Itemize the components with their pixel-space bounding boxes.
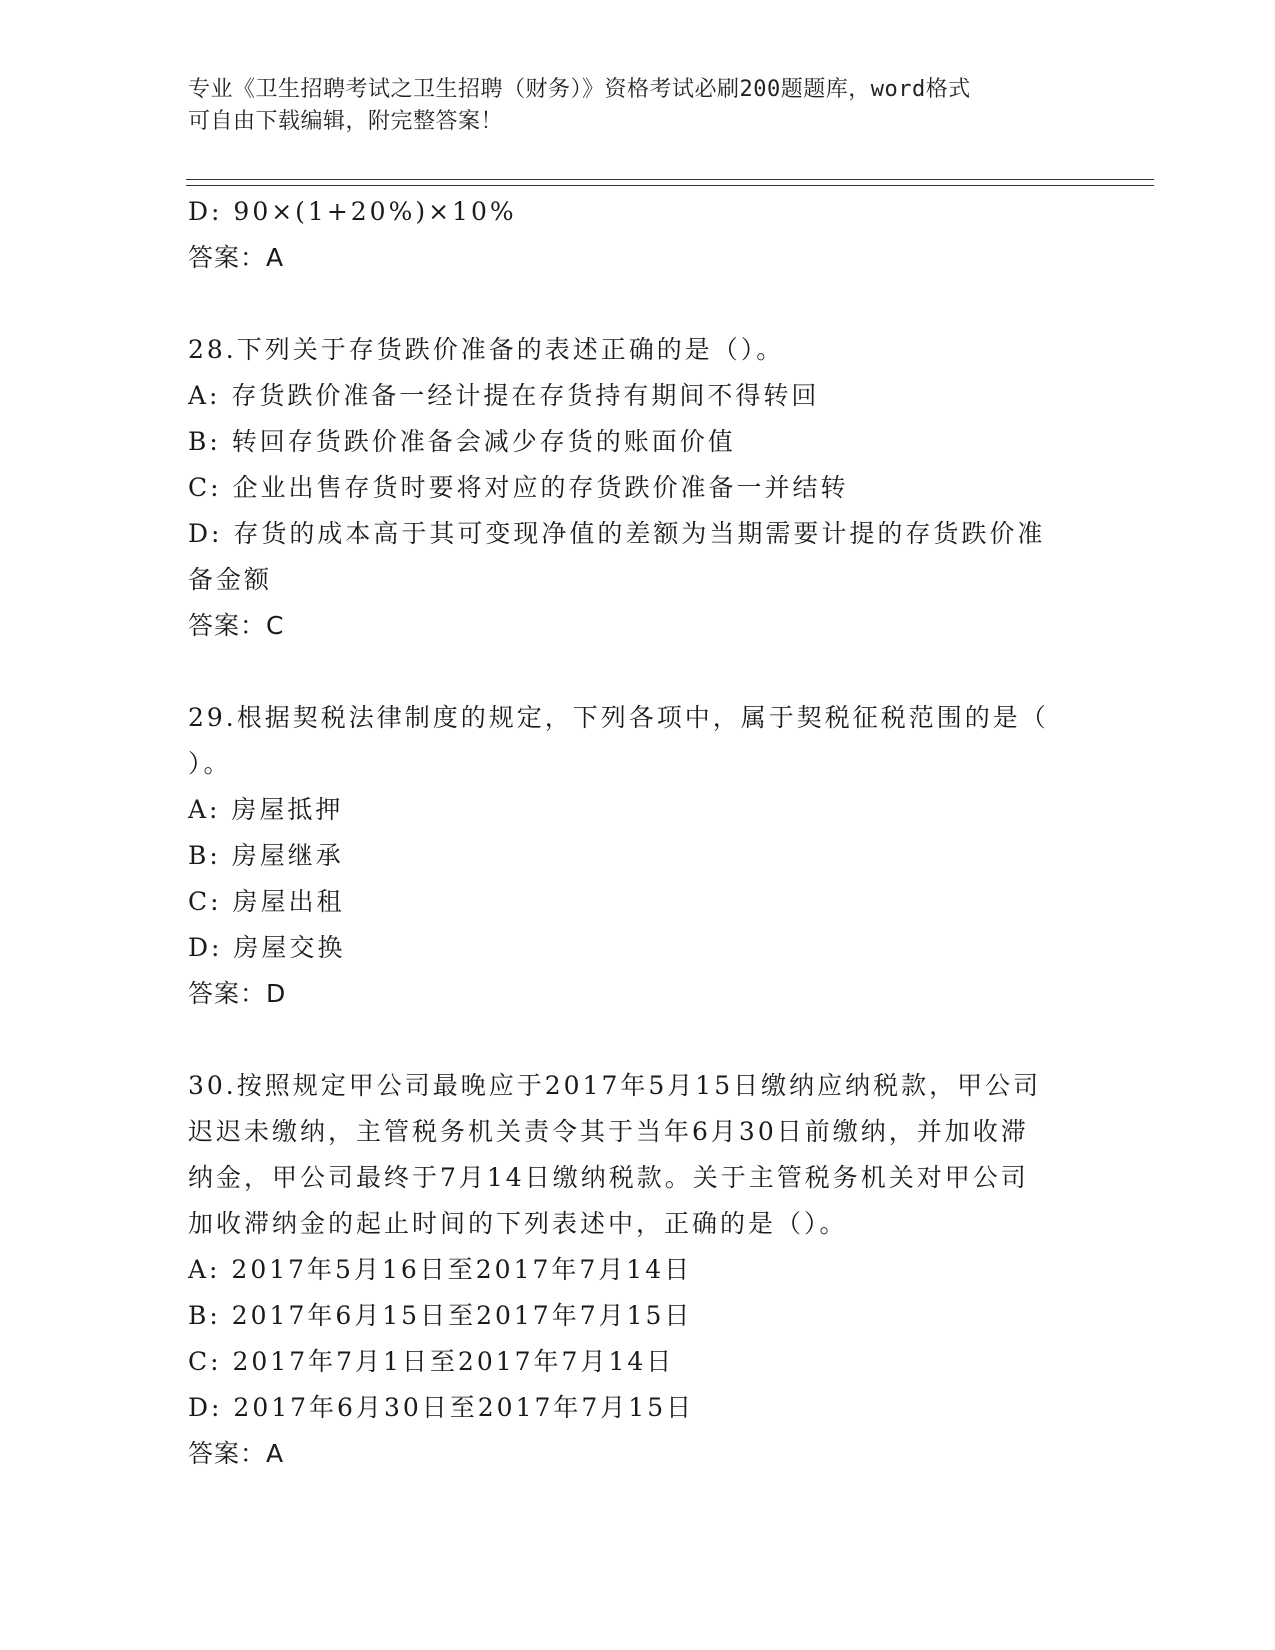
option-c: C: 企业出售存货时要将对应的存货跌价准备一并结转 — [188, 473, 849, 502]
question-stem: 29.根据契税法律制度的规定，下列各项中，属于契税征税范围的是（ — [188, 703, 1049, 732]
option-d: D: 存货的成本高于其可变现净值的差额为当期需要计提的存货跌价准 — [188, 519, 1046, 548]
option-a: A: 2017年5月16日至2017年7月14日 — [188, 1255, 693, 1284]
option-d: D: 2017年6月30日至2017年7月15日 — [188, 1393, 695, 1422]
question-stem-continued: 迟迟未缴纳，主管税务机关责令其于当年6月30日前缴纳，并加收滞 — [188, 1117, 1029, 1146]
option-d: D: 90×(1+20%)×10% — [188, 197, 517, 226]
question-30 — [188, 1063, 1088, 1477]
header-divider — [186, 185, 1154, 186]
question-stem-continued: ）。 — [188, 749, 232, 778]
question-stem-continued: 纳金，甲公司最终于7月14日缴纳税款。关于主管税务机关对甲公司 — [188, 1163, 1029, 1192]
question-stem-continued: 加收滞纳金的起止时间的下列表述中，正确的是（）。 — [188, 1209, 848, 1238]
option-b: B: 房屋继承 — [188, 841, 344, 870]
answer-line: 答案：D — [188, 979, 287, 1008]
answer-line: 答案：C — [188, 611, 285, 640]
header-divider — [186, 179, 1154, 180]
question-stem: 28.下列关于存货跌价准备的表述正确的是（）。 — [188, 335, 785, 364]
option-d: D: 房屋交换 — [188, 933, 346, 962]
option-a: A: 房屋抵押 — [188, 795, 344, 824]
answer-line: 答案：A — [188, 243, 285, 272]
spacer — [188, 1017, 1088, 1063]
header-line: 专业《卫生招聘考试之卫生招聘（财务）》资格考试必刷200题题库，word格式 — [188, 77, 971, 102]
question-list — [188, 189, 1088, 1477]
header-line: 可自由下载编辑，附完整答案！ — [188, 109, 504, 134]
spacer — [188, 649, 1088, 695]
option-c: C: 房屋出租 — [188, 887, 345, 916]
option-b: B: 2017年6月15日至2017年7月15日 — [188, 1301, 693, 1330]
option-c: C: 2017年7月1日至2017年7月14日 — [188, 1347, 675, 1376]
answer-line: 答案：A — [188, 1439, 285, 1468]
question-29 — [188, 695, 1088, 1017]
question-stem: 30.按照规定甲公司最晚应于2017年5月15日缴纳应纳税款，甲公司 — [188, 1071, 1042, 1100]
option-b: B: 转回存货跌价准备会减少存货的账面价值 — [188, 427, 736, 456]
spacer — [188, 281, 1088, 327]
option-d-continued: 备金额 — [188, 565, 273, 594]
document-header — [188, 74, 1068, 138]
option-a: A: 存货跌价准备一经计提在存货持有期间不得转回 — [188, 381, 820, 410]
question-28 — [188, 327, 1088, 649]
